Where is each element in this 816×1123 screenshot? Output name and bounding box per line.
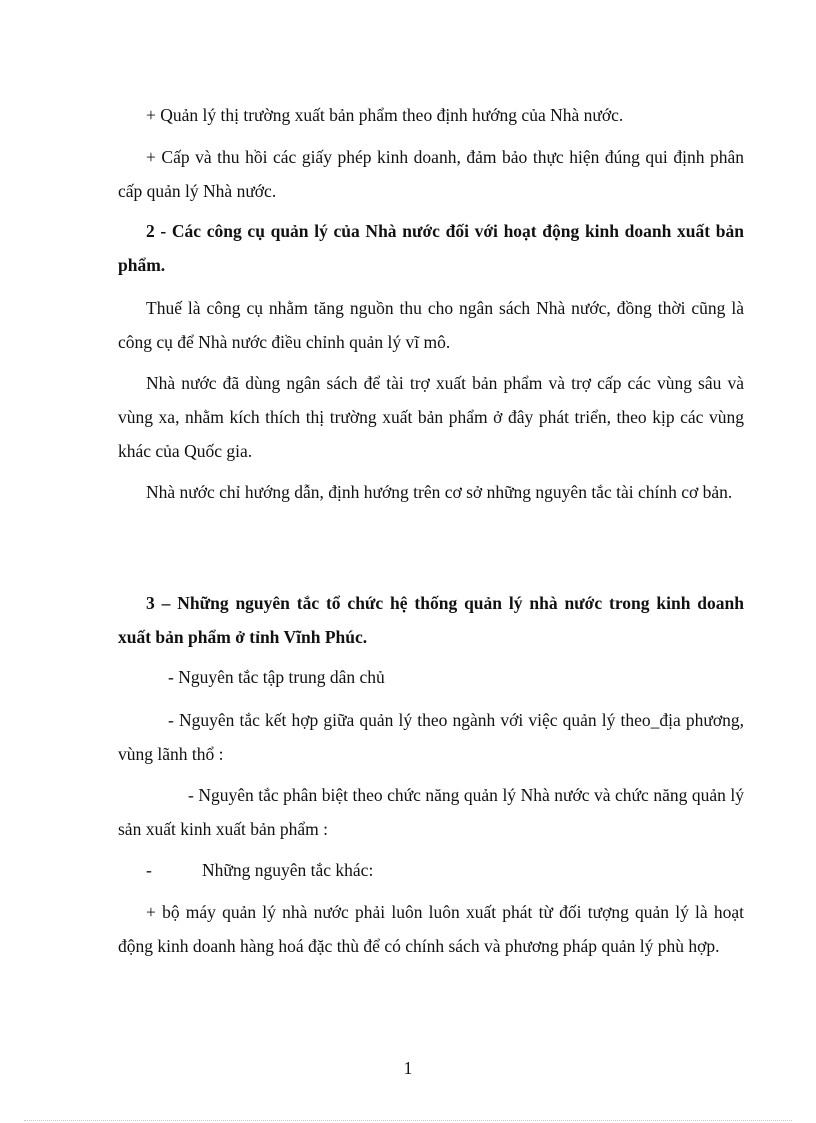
list-dash: - [146,860,152,880]
paragraph-market-management: + Quản lý thị trường xuất bản phẩm theo định hướng của Nhà nước. [146,105,624,125]
other-principles-label: Những nguyên tắc khác: [202,860,374,880]
paragraph-tax-tool: Thuế là công cụ nhằm tăng nguồn thu cho ngân sách Nhà nước, đồng thời cũng là công cụ để Nhà nước điều chỉnh quản lý vĩ mô. [118,298,744,352]
principle-democratic-centralism: - Nguyên tắc tập trung dân chủ [168,667,385,687]
page-bottom-divider [24,1120,792,1121]
page-number: 1 [403,1058,413,1078]
principle-function-distinction: - Nguyên tắc phân biệt theo chức năng quản lý Nhà nước và chức năng quản lý sản xuất kinh xuất bản phẩm : [118,785,744,839]
other-principles-item [146,853,706,887]
paragraph-budget-funding: Nhà nước đã dùng ngân sách để tài trợ xuất bản phẩm và trợ cấp các vùng sâu và vùng xa, nhằm kích thích thị trường xuất bản phẩm ở đây phát triển, theo kịp các vùng khác của Quốc gia. [118,373,744,461]
section-heading-3: 3 – Những nguyên tắc tổ chức hệ thống quản lý nhà nước trong kinh doanh xuất bản phẩm ở tỉnh Vĩnh Phúc. [118,593,744,647]
paragraph-financial-guidance: Nhà nước chỉ hướng dẫn, định hướng trên cơ sở những nguyên tắc tài chính cơ bản. [146,482,733,502]
paragraph-management-apparatus: + bộ máy quản lý nhà nước phải luôn luôn xuất phát từ đối tượng quản lý là hoạt động kinh doanh hàng hoá đặc thù để có chính sách và phương pháp quản lý phù hợp. [118,902,744,956]
section-heading-2: 2 - Các công cụ quản lý của Nhà nước đối với hoạt động kinh doanh xuất bản phẩm. [118,221,744,275]
paragraph-business-licenses: + Cấp và thu hồi các giấy phép kinh doanh, đảm bảo thực hiện đúng qui định phân cấp quản lý Nhà nước. [118,147,744,201]
principle-sector-locality: - Nguyên tắc kết hợp giữa quản lý theo ngành với việc quản lý theo_địa phương, vùng lãnh thổ : [118,710,744,764]
